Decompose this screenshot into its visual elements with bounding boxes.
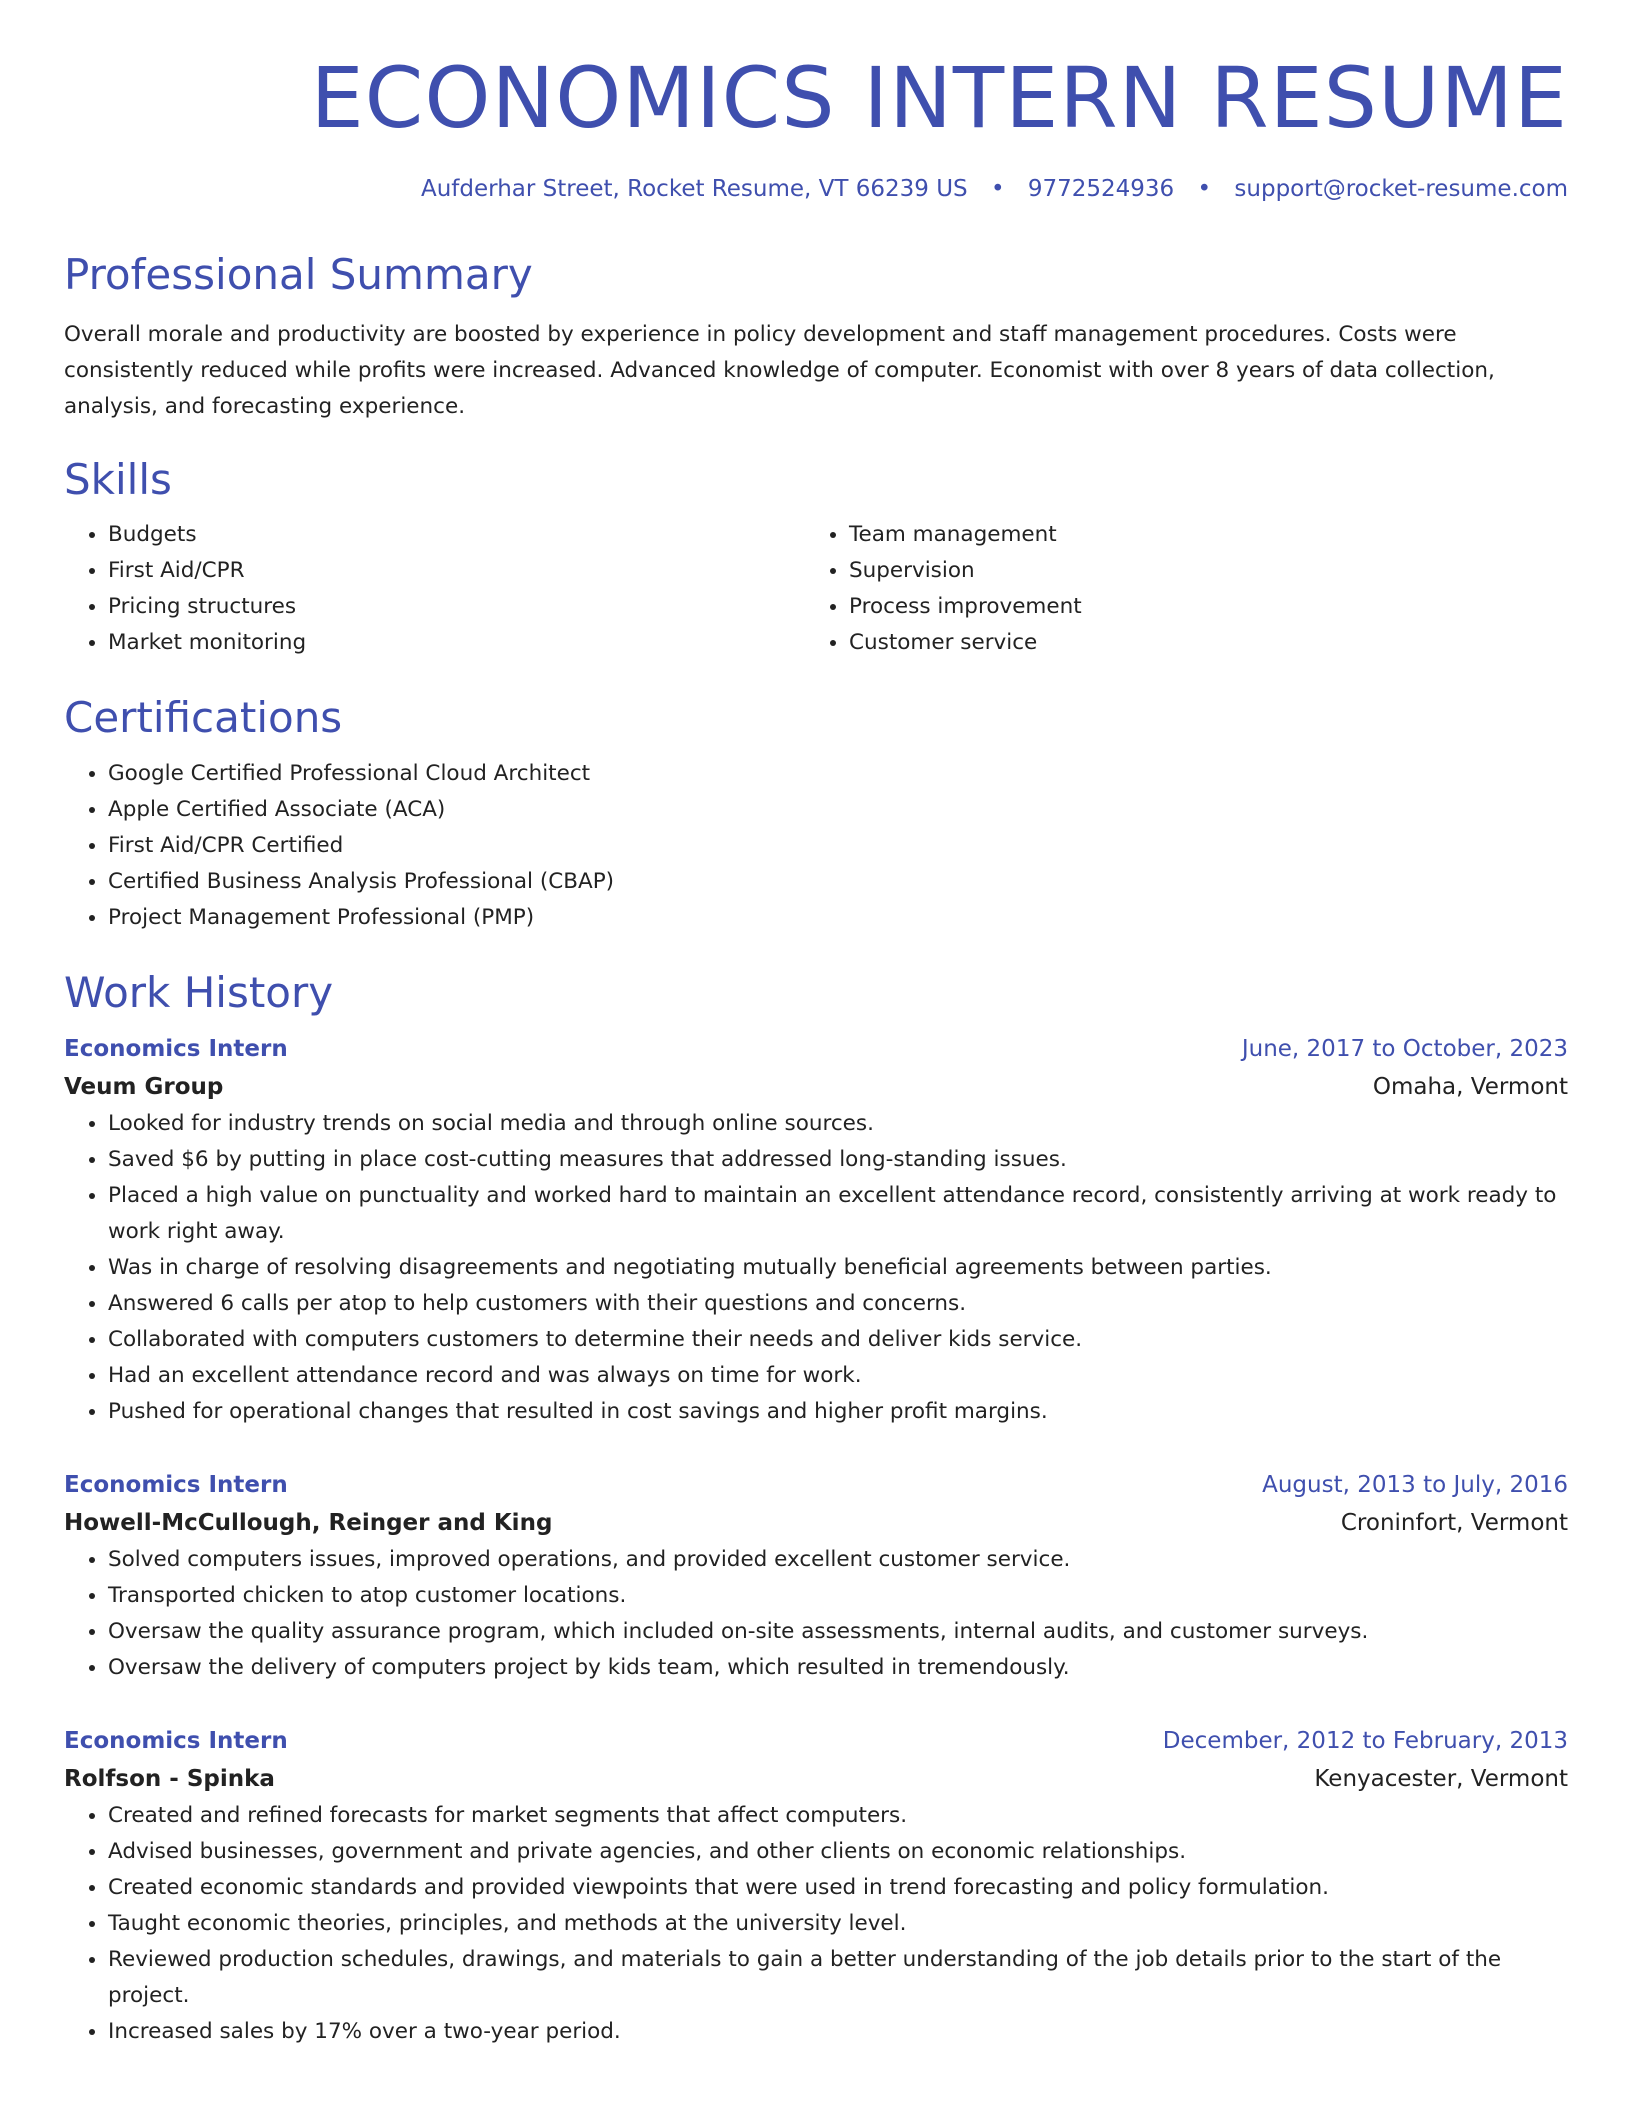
job-company-row: [64, 1760, 1568, 1798]
job-dates: August, 2013 to July, 2016: [1262, 1472, 1568, 1499]
job-bullet: • Was in charge of resolving disagreements and negotiating mutually beneficial agreements between parties.: [108, 1250, 1568, 1286]
job-company-row: [64, 1504, 1568, 1542]
job-bullet: • Oversaw the delivery of computers project by kids team, which resulted in tremendously.: [108, 1650, 1568, 1686]
skills-list-right: [805, 517, 1546, 661]
skill-item: • Pricing structures: [108, 589, 805, 625]
skills-column-left: [64, 517, 805, 661]
job-title-row: [64, 1466, 1568, 1504]
job-company: Rolfson - Spinka: [64, 1766, 275, 1793]
certification-item: • Certified Business Analysis Professional (CBAP): [108, 864, 1568, 900]
resume-header: [64, 0, 1568, 204]
contact-separator: •: [990, 175, 1005, 202]
skill-item: • Process improvement: [849, 589, 1546, 625]
job-bullets: [64, 1542, 1568, 1686]
skill-item: • Customer service: [849, 625, 1546, 661]
job-location: Croninfort, Vermont: [1340, 1510, 1568, 1537]
job-location: Kenyacester, Vermont: [1314, 1766, 1568, 1793]
skills-heading: Skills: [64, 454, 172, 504]
skill-item: • Budgets: [108, 517, 805, 553]
contact-address: Aufderhar Street, Rocket Resume, VT 66239 US: [421, 175, 968, 202]
job-bullet: • Taught economic theories, principles, and methods at the university level.: [108, 1906, 1568, 1942]
job-bullet: • Pushed for operational changes that resulted in cost savings and higher profit margins.: [108, 1394, 1568, 1430]
job-bullet: • Answered 6 calls per atop to help customers with their questions and concerns.: [108, 1286, 1568, 1322]
skill-item: • First Aid/CPR: [108, 553, 805, 589]
certifications-list: [64, 756, 1568, 936]
skill-item: • Market monitoring: [108, 625, 805, 661]
job-title: Economics Intern: [64, 1728, 288, 1755]
contact-email[interactable]: support@rocket-resume.com: [1234, 175, 1568, 202]
job-title: Economics Intern: [64, 1472, 288, 1499]
job-bullet: • Had an excellent attendance record and was always on time for work.: [108, 1358, 1568, 1394]
job-bullets: [64, 1798, 1568, 2050]
skill-item: • Team management: [849, 517, 1546, 553]
job-bullet: • Created economic standards and provided viewpoints that were used in trend forecasting and policy formulation.: [108, 1870, 1568, 1906]
job-entry: [64, 1722, 1568, 2050]
job-entry: [64, 1030, 1568, 1430]
contact-phone: 9772524936: [1027, 175, 1175, 202]
skills-list-left: [64, 517, 805, 661]
job-title: Economics Intern: [64, 1036, 288, 1063]
summary-heading: Professional Summary: [64, 250, 533, 300]
skill-item: • Supervision: [849, 553, 1546, 589]
certification-item: • First Aid/CPR Certified: [108, 828, 1568, 864]
job-bullets: [64, 1106, 1568, 1430]
job-title-row: [64, 1722, 1568, 1760]
job-dates: December, 2012 to February, 2013: [1162, 1728, 1568, 1755]
job-company: Howell-McCullough, Reinger and King: [64, 1510, 553, 1537]
job-bullet: • Looked for industry trends on social media and through online sources.: [108, 1106, 1568, 1142]
certification-item: • Project Management Professional (PMP): [108, 900, 1568, 936]
certifications-heading: Certifications: [64, 693, 343, 743]
skills-columns: [64, 517, 1568, 661]
job-bullet: • Solved computers issues, improved operations, and provided excellent customer service.: [108, 1542, 1568, 1578]
skills-column-right: [805, 517, 1546, 661]
job-dates: June, 2017 to October, 2023: [1241, 1036, 1568, 1063]
contact-line: [64, 175, 1568, 205]
certification-item: • Apple Certified Associate (ACA): [108, 792, 1568, 828]
contact-separator: •: [1197, 175, 1212, 202]
job-title-row: [64, 1030, 1568, 1068]
job-company-row: [64, 1068, 1568, 1106]
job-bullet: • Advised businesses, government and private agencies, and other clients on economic relationships.: [108, 1834, 1568, 1870]
job-bullet: • Created and refined forecasts for market segments that affect computers.: [108, 1798, 1568, 1834]
summary-text: Overall morale and productivity are boosted by experience in policy development and staff management procedures. Costs were consistently reduced while profits were increased. Advanced knowledge of computer. Economist with over 8 years of data collection, analysis, and forecasting experience.: [64, 321, 1495, 419]
job-bullet: • Increased sales by 17% over a two-year period.: [108, 2014, 1568, 2050]
job-bullet: • Saved $6 by putting in place cost-cutting measures that addressed long-standing issues.: [108, 1142, 1568, 1178]
job-entry: [64, 1466, 1568, 1686]
job-bullet: • Placed a high value on punctuality and worked hard to maintain an excellent attendance record, consistently arriving at work ready to work right away.: [108, 1178, 1568, 1250]
work-history-heading: Work History: [64, 967, 334, 1017]
job-company: Veum Group: [64, 1074, 224, 1101]
resume-title: ECONOMICS INTERN RESUME: [310, 49, 1568, 147]
job-bullet: • Oversaw the quality assurance program, which included on-site assessments, internal audits, and customer surveys.: [108, 1614, 1568, 1650]
job-bullet: • Reviewed production schedules, drawings, and materials to gain a better understanding of the job details prior to the start of the project.: [108, 1942, 1568, 2014]
job-location: Omaha, Vermont: [1372, 1074, 1568, 1101]
job-bullet: • Transported chicken to atop customer locations.: [108, 1578, 1568, 1614]
job-bullet: • Collaborated with computers customers to determine their needs and deliver kids service.: [108, 1322, 1568, 1358]
certification-item: • Google Certified Professional Cloud Architect: [108, 756, 1568, 792]
